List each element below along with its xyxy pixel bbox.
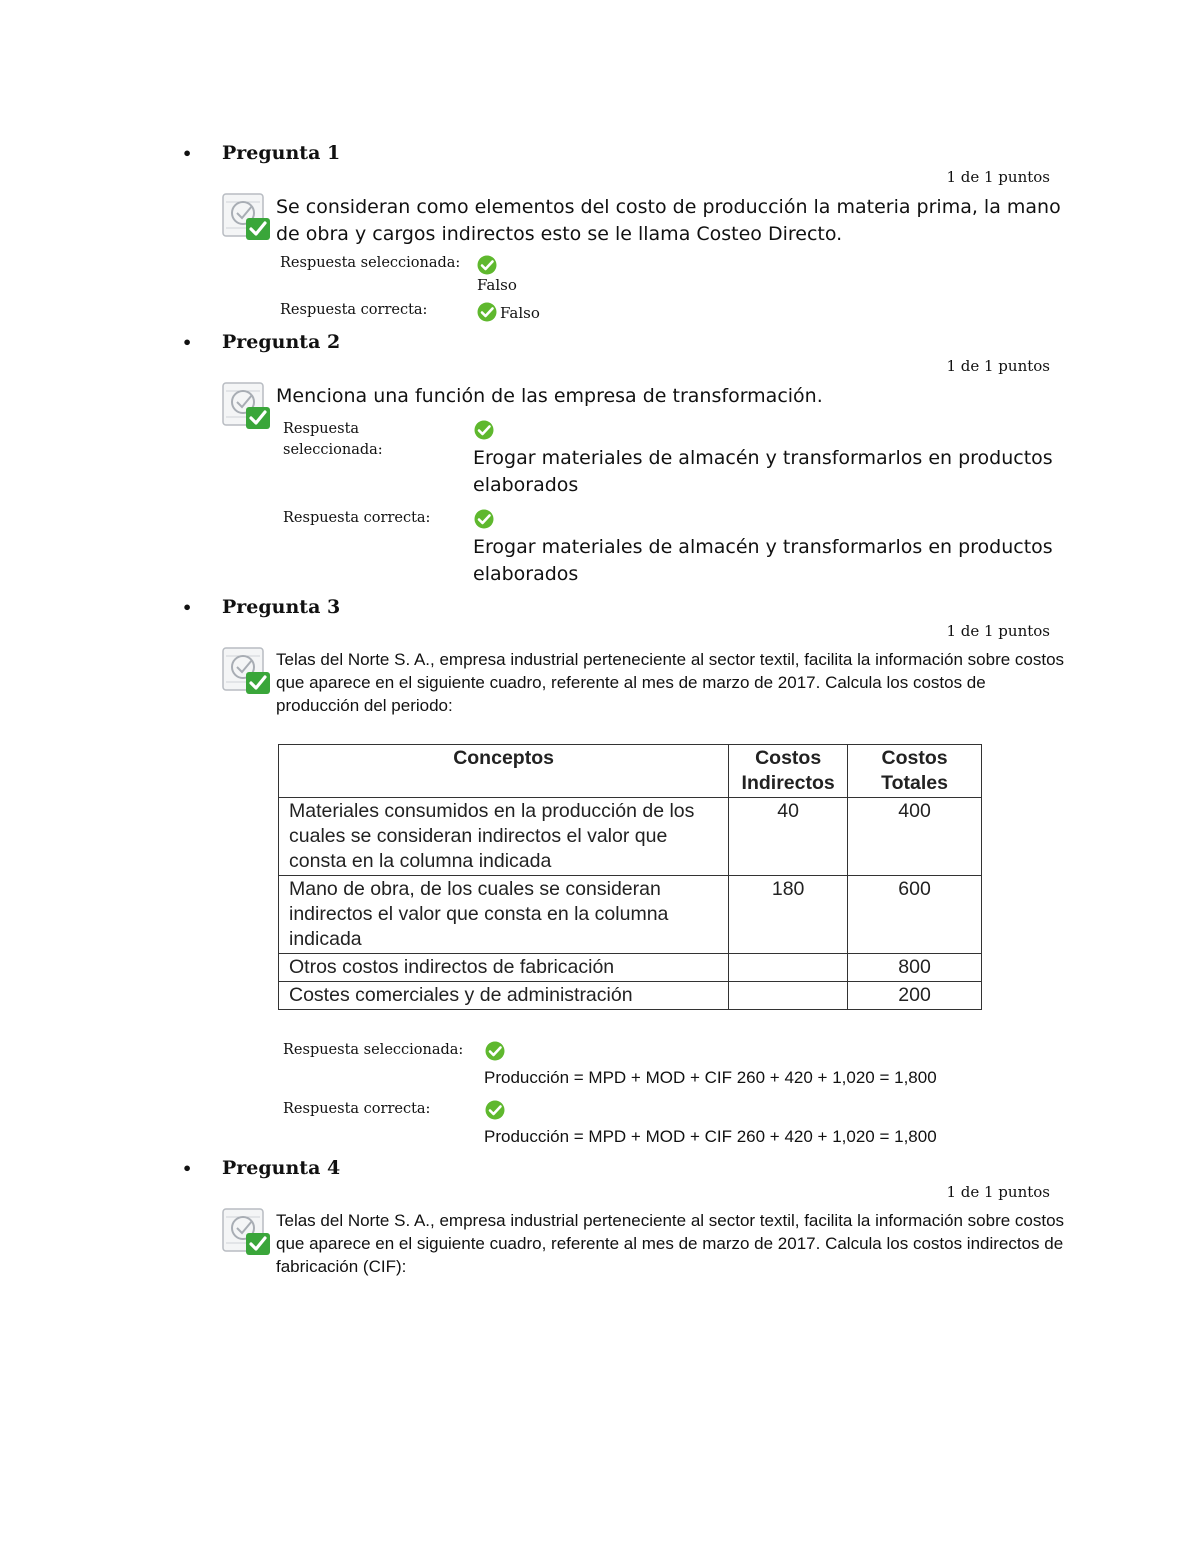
question-4-title: • Pregunta 4: [182, 1157, 341, 1179]
table-cell-concept: Materiales consumidos en la producción de los cuales se consideran indirectos el valor que consta en la columna indicada: [279, 798, 729, 876]
bullet-icon: •: [182, 333, 193, 352]
question-1-selected-label: Respuesta seleccionada:: [280, 255, 461, 271]
table-cell-indirect: [729, 954, 848, 982]
question-2-points: 1 de 1 puntos: [946, 357, 1050, 375]
table-row: [279, 982, 982, 1010]
correct-status-icon: [222, 192, 272, 242]
table-cell-total: 400: [848, 798, 982, 876]
table-cell-indirect: 40: [729, 798, 848, 876]
question-3-selected-answer: Producción = MPD + MOD + CIF 260 + 420 + 1,020 = 1,800: [484, 1068, 937, 1087]
question-3-selected-label: Respuesta seleccionada:: [283, 1042, 464, 1058]
table-row: [279, 798, 982, 876]
check-circle-icon: [477, 302, 497, 322]
question-1-points: 1 de 1 puntos: [946, 168, 1050, 186]
question-2-correct-label: Respuesta correcta:: [283, 510, 431, 526]
question-1-title: • Pregunta 1: [182, 142, 341, 164]
question-3-correct-label: Respuesta correcta:: [283, 1101, 431, 1117]
question-2-selected-answer: Erogar materiales de almacén y transformarlos en productos elaborados: [473, 447, 1053, 496]
table-header-cell: Costos Totales: [848, 745, 982, 798]
correct-status-icon: [222, 646, 272, 696]
question-2-title: • Pregunta 2: [182, 331, 341, 353]
question-4-points: 1 de 1 puntos: [946, 1183, 1050, 1201]
question-1-text: Se consideran como elementos del costo de producción la materia prima, la mano de obra y cargos indirectos esto se le llama Costeo Directo.: [276, 196, 1061, 245]
question-1-correct-label: Respuesta correcta:: [280, 302, 428, 318]
question-3-text: Telas del Norte S. A., empresa industrial perteneciente al sector textil, facilita la información sobre costos que aparece en el siguiente cuadro, referente al mes de marzo de 2017. Calcula los costos de producción del periodo:: [276, 650, 1065, 715]
question-1-selected-answer: Falso: [477, 276, 517, 294]
question-3-title: • Pregunta 3: [182, 596, 341, 618]
table-cell-concept: Mano de obra, de los cuales se consideran indirectos el valor que consta en la columna indicada: [279, 876, 729, 954]
table-header-row: [279, 745, 982, 798]
question-2-selected-label-line1: Respuesta: [283, 421, 360, 437]
question-2-selected-label-line2: seleccionada:: [283, 442, 383, 458]
bullet-icon: •: [182, 598, 193, 617]
check-circle-icon: [485, 1100, 505, 1120]
correct-status-icon: [222, 1207, 272, 1257]
question-2-correct-answer: Erogar materiales de almacén y transformarlos en productos elaborados: [473, 536, 1053, 585]
table-header-cell: Costos Indirectos: [729, 745, 848, 798]
question-2-text: Menciona una función de las empresa de transformación.: [276, 385, 823, 407]
question-1-correct-answer: Falso: [500, 304, 540, 322]
table-header-cell: Conceptos: [279, 745, 729, 798]
table-cell-indirect: 180: [729, 876, 848, 954]
table-cell-concept: Otros costos indirectos de fabricación: [279, 954, 729, 982]
check-circle-icon: [474, 509, 494, 529]
question-4-text: Telas del Norte S. A., empresa industrial perteneciente al sector textil, facilita la información sobre costos que aparece en el siguiente cuadro, referente al mes de marzo de 2017. Calcula los costos indirectos de fabricación (CIF):: [276, 1211, 1065, 1276]
bullet-icon: •: [182, 144, 193, 163]
table-cell-total: 200: [848, 982, 982, 1010]
table-cell-total: 600: [848, 876, 982, 954]
table-cell-total: 800: [848, 954, 982, 982]
table-cell-concept: Costes comerciales y de administración: [279, 982, 729, 1010]
table-row: [279, 876, 982, 954]
check-circle-icon: [474, 420, 494, 440]
bullet-icon: •: [182, 1159, 193, 1178]
correct-status-icon: [222, 381, 272, 431]
check-circle-icon: [485, 1041, 505, 1061]
table-cell-indirect: [729, 982, 848, 1010]
cost-table: [278, 744, 982, 1010]
question-3-points: 1 de 1 puntos: [946, 622, 1050, 640]
question-3-correct-answer: Producción = MPD + MOD + CIF 260 + 420 + 1,020 = 1,800: [484, 1127, 937, 1146]
table-row: [279, 954, 982, 982]
